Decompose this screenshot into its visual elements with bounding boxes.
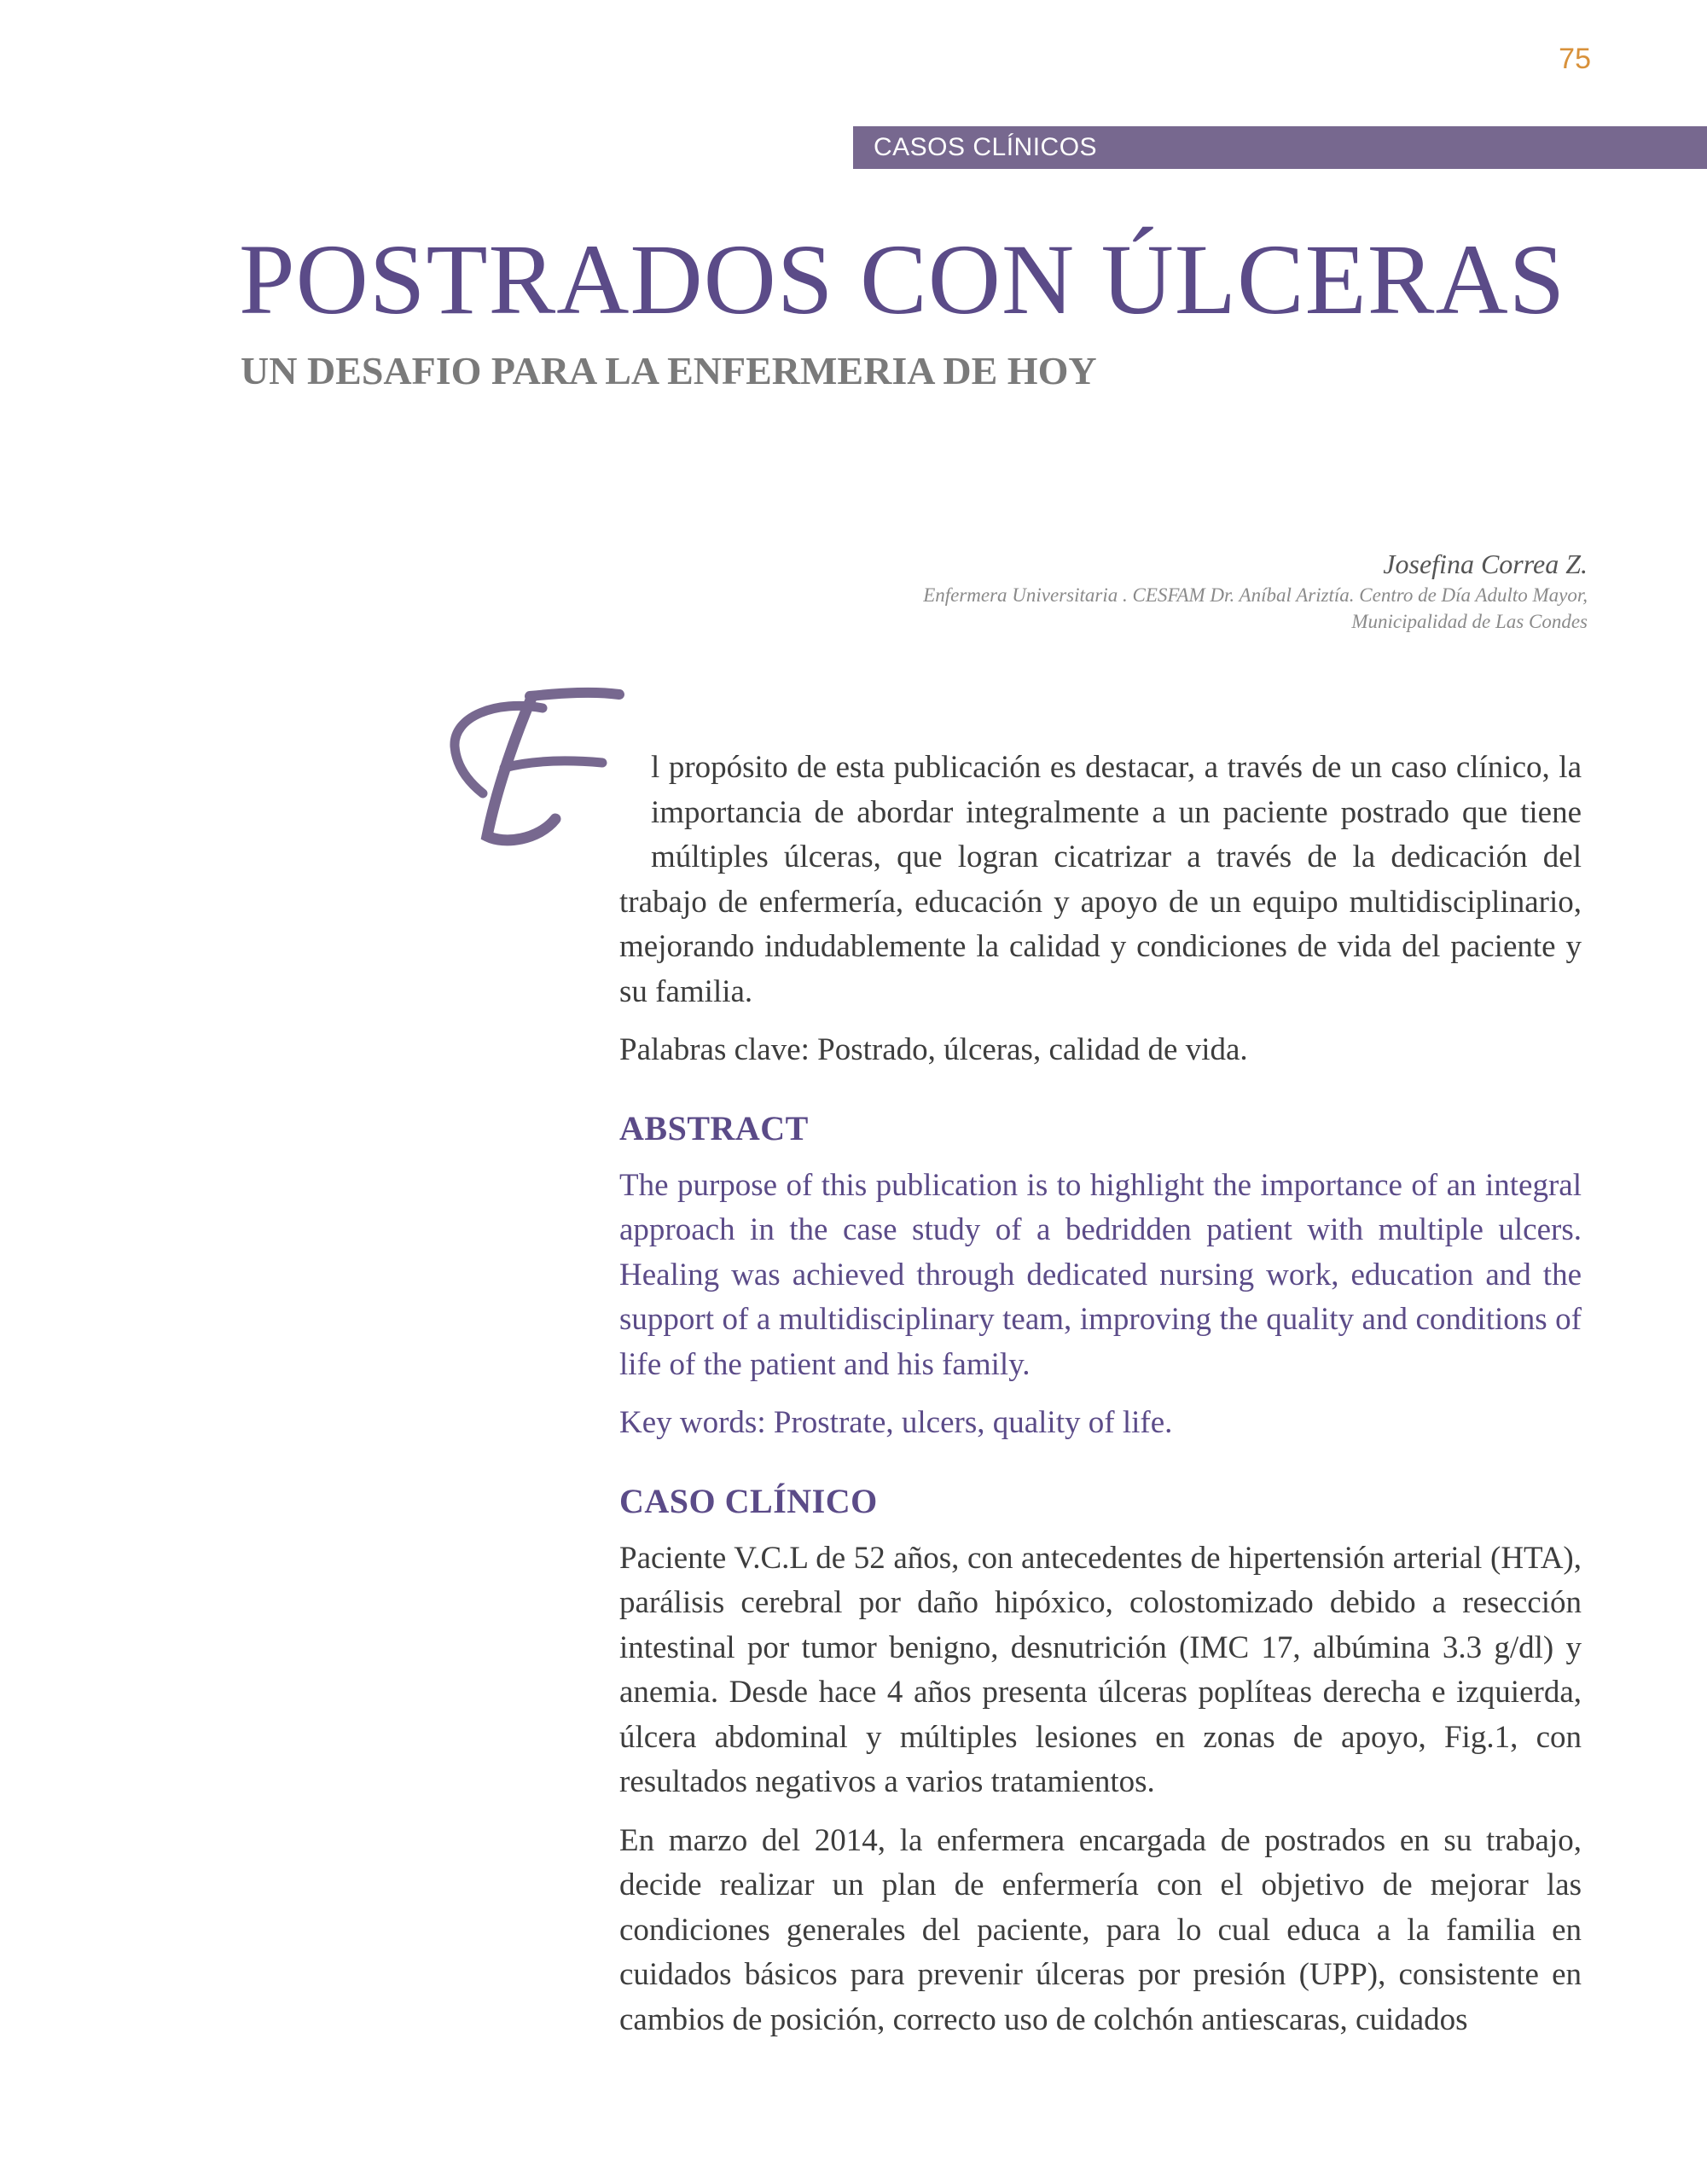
case-heading: CASO CLÍNICO bbox=[619, 1481, 878, 1520]
author-affiliation-line1: Enfermera Universitaria . CESFAM Dr. Aníbal Ariztía. Centro de Día Adulto Mayor, bbox=[923, 584, 1588, 606]
intro-paragraph: l propósito de esta publicación es destacar, a través de un caso clínico, la importancia de abordar integralmente a un paciente postrado que tiene múltiples úlceras, que logran cicatrizar a través de la dedicación del trabajo de enfermería, educación y apoyo de un equipo multidisciplinario, mejorando indudablemente la calidad y condiciones de vida del paciente y su familia. bbox=[619, 750, 1582, 1009]
author-block bbox=[820, 546, 1588, 635]
case-paragraph-1: Paciente V.C.L de 52 años, con antecedentes de hipertensión arterial (HTA), parálisis cerebral por daño hipóxico, colostomizado debido a resección intestinal por tumor benigno, desnutrición (IMC 17, albúmina 3.3 g/dl) y anemia. Desde hace 4 años presenta úlceras poplíteas derecha e izquierda, úlcera abdominal y múltiples lesiones en zonas de apoyo, Fig.1, con resultados negativos a varios tratamientos. bbox=[619, 1540, 1582, 1799]
author-affiliation-line2: Municipalidad de Las Condes bbox=[1351, 611, 1588, 632]
dropcap-letter-e bbox=[513, 682, 641, 862]
abstract-heading: ABSTRACT bbox=[619, 1108, 809, 1147]
abstract-text: The purpose of this publication is to highlight the importance of an integral approach in the case study of a bedridden patient with multiple ulcers. Healing was achieved through dedicated nursing work, education and the support of a multidisciplinary team, improving the quality and conditions of life of the patient and his family. bbox=[619, 1167, 1582, 1382]
section-label: CASOS CLÍNICOS bbox=[853, 126, 1707, 169]
author-name: Josefina Correa Z. bbox=[1383, 549, 1588, 579]
case-paragraph-2: En marzo del 2014, la enfermera encargada de postrados en su trabajo, decide realizar un plan de enfermería con el objetivo de mejorar las condiciones generales del paciente, para lo cual educa a la familia en cuidados básicos para prevenir úlceras por presión (UPP), consistente en cambios de posición, correcto uso de colchón antiescaras, cuidados bbox=[619, 1822, 1582, 2037]
article-body bbox=[619, 682, 1582, 2042]
article-subtitle: UN DESAFIO PARA LA ENFERMERIA DE HOY bbox=[241, 349, 1097, 392]
article-title: POSTRADOS CON ÚLCERAS bbox=[239, 224, 1566, 335]
abstract-keywords: Key words: Prostrate, ulcers, quality of life. bbox=[619, 1405, 1173, 1440]
page-number: 75 bbox=[1559, 43, 1591, 75]
keywords: Palabras clave: Postrado, úlceras, calidad de vida. bbox=[619, 1032, 1248, 1067]
